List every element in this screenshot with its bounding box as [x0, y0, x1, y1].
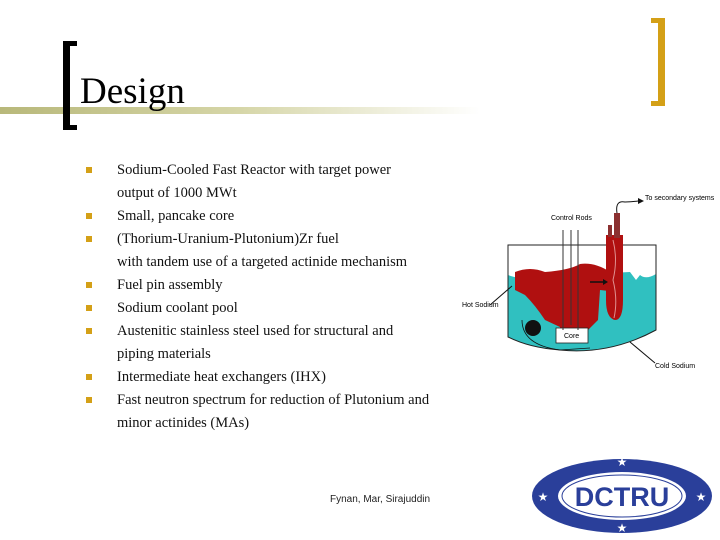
label-cold-sodium: Cold Sodium: [655, 363, 696, 370]
secondary-arrow: [617, 201, 638, 213]
bullet-continuation: with tandem use of a targeted actinide mechanism: [117, 254, 408, 270]
logo-text: DCTRU: [574, 482, 670, 512]
bullet-item: Fast neutron spectrum for reduction of Plutonium and: [0, 389, 429, 412]
svg-text:★: ★: [616, 456, 628, 469]
slide-title: Design: [80, 71, 185, 112]
svg-text:★: ★: [695, 490, 707, 504]
bullet-item: Sodium coolant pool: [0, 297, 429, 320]
left-bracket-decoration: [63, 41, 70, 130]
ihx-pipe: [608, 225, 612, 237]
label-hot-sodium: Hot Sodium: [462, 302, 499, 309]
dctru-logo: [530, 456, 714, 536]
bullet-item: Small, pancake core: [0, 205, 429, 228]
footer-authors: Fynan, Mar, Sirajuddin: [330, 494, 431, 505]
bullet-continuation: minor actinides (MAs): [117, 415, 250, 431]
bullet-item: Sodium-Cooled Fast Reactor with target power: [0, 159, 429, 182]
title-underline-bar: [0, 107, 480, 114]
ihx-pipe: [614, 213, 620, 238]
bullet-item: (Thorium-Uranium-Plutonium)Zr fuel: [0, 228, 429, 251]
bullet-continuation: piping materials: [117, 346, 211, 362]
label-core: Core: [564, 333, 580, 340]
right-bracket-decoration: [658, 18, 665, 106]
pump-icon: [525, 320, 541, 336]
svg-text:★: ★: [616, 521, 628, 535]
label-secondary: To secondary systems: [645, 195, 715, 202]
bullet-item: Fuel pin assembly: [0, 274, 429, 297]
label-control-rods: Control Rods: [551, 215, 592, 222]
bullet-continuation: output of 1000 MWt: [117, 185, 237, 201]
bullet-item: Austenitic stainless steel used for structural and: [0, 320, 429, 343]
svg-text:★: ★: [537, 490, 549, 504]
bullet-item: Intermediate heat exchangers (IHX): [0, 366, 429, 389]
bullet-list: [0, 159, 429, 435]
reactor-diagram: [450, 180, 720, 380]
